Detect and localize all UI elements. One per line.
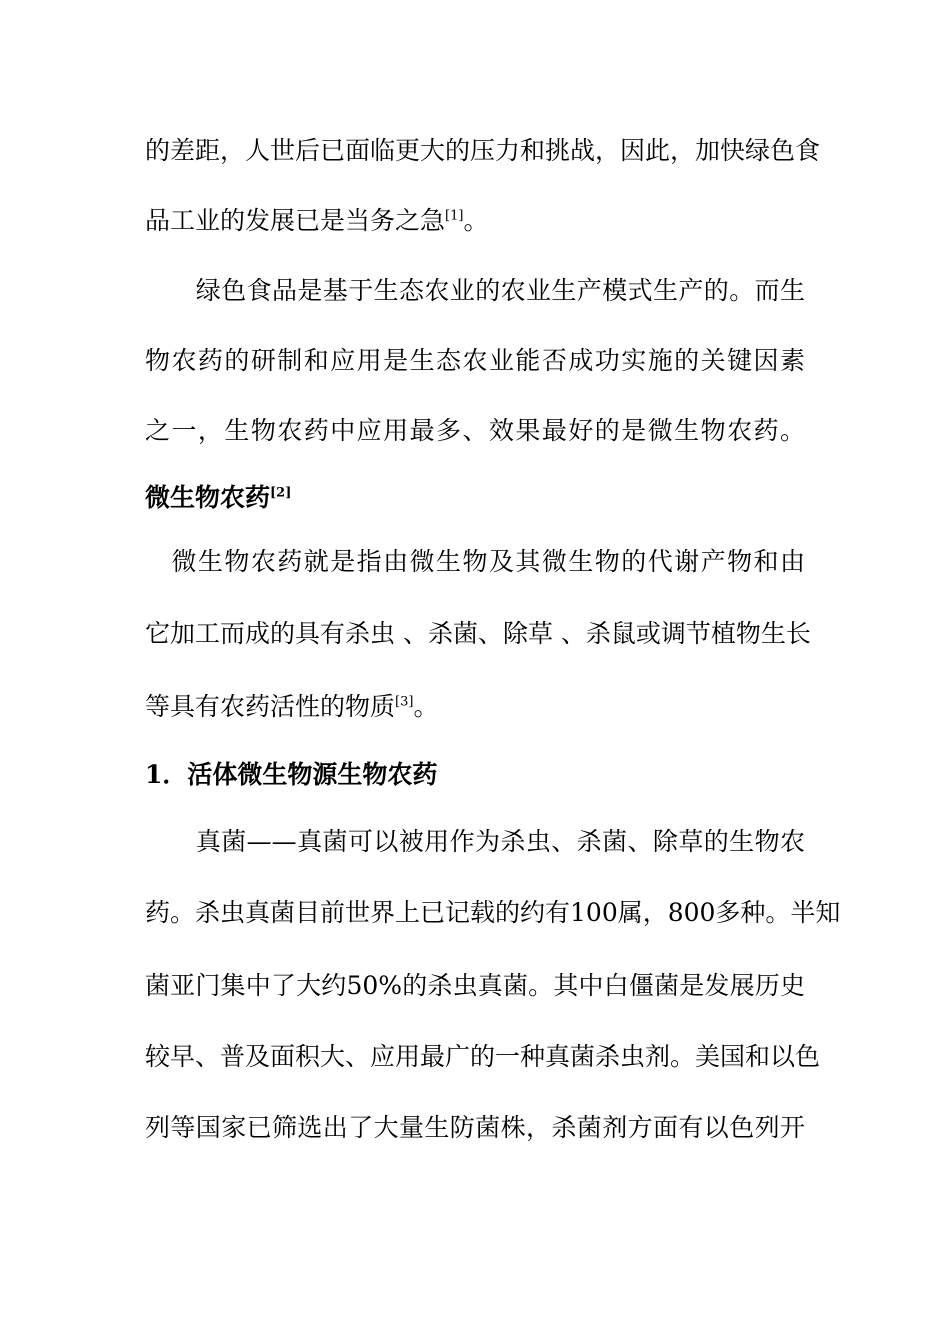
- text-line: 它加工而成的具有杀虫 、杀菌、除草 、杀鼠或调节植物生长: [145, 619, 811, 648]
- text-line: 绿色食品是基于生态农业的农业生产模式生产的。而生: [145, 276, 805, 305]
- text-line: 真菌——真菌可以被用作为杀虫、杀菌、除草的生物农: [145, 827, 805, 856]
- text-line: 菌亚门集中了大约50%的杀虫真菌。其中白僵菌是发展历史: [145, 971, 805, 1000]
- citation-ref[interactable]: [3]: [395, 694, 414, 710]
- text-line: [145, 690, 805, 724]
- text-line: 较早、普及面积大、应用最广的一种真菌杀虫剂。美国和以色: [145, 1042, 821, 1071]
- text-line: [145, 204, 805, 238]
- heading-text: 微生物农药: [145, 483, 271, 512]
- line-end: 。: [463, 206, 489, 235]
- text-line: 物农药的研制和应用是生态农业能否成功实施的关键因素: [145, 346, 805, 375]
- section-heading: [145, 481, 805, 515]
- citation-ref[interactable]: [1]: [445, 208, 464, 224]
- line-text: 等具有农药活性的物质: [145, 692, 396, 721]
- line-text: 品工业的发展已是当务之急: [145, 206, 446, 235]
- line-end: 。: [413, 692, 439, 721]
- text-line: 微生物农药就是指由微生物及其微生物的代谢产物和由: [145, 547, 805, 576]
- subsection-heading: 1．活体微生物源生物农药: [145, 760, 438, 789]
- text-line: 列等国家已筛选出了大量生防菌株，杀菌剂方面有以色列开: [145, 1113, 805, 1142]
- text-line: 药。杀虫真菌目前世界上已记载的约有100属，800多种。半知: [145, 898, 841, 927]
- text-line: 之一，生物农药中应用最多、效果最好的是微生物农药。: [145, 416, 805, 445]
- citation-ref[interactable]: [2]: [270, 485, 292, 501]
- text-line: 的差距，人世后已面临更大的压力和挑战，因此，加快绿色食: [145, 136, 821, 165]
